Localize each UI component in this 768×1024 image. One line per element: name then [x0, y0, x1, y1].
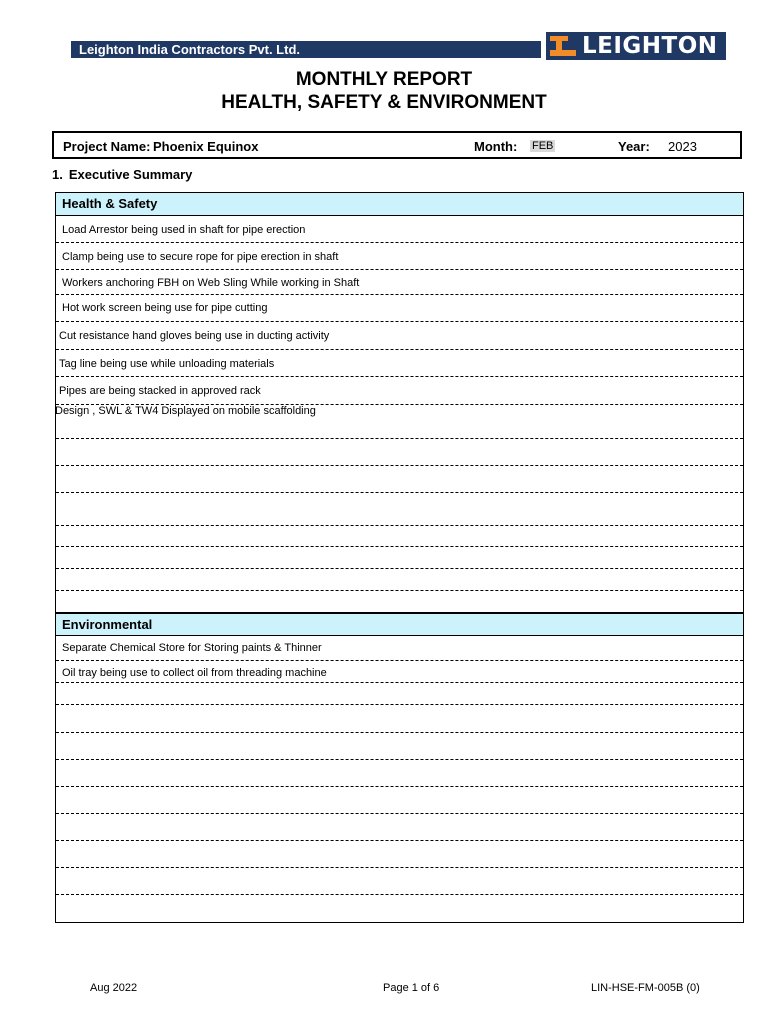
report-subtitle: HEALTH, SAFETY & ENVIRONMENT	[221, 92, 547, 113]
empty-row	[56, 705, 743, 733]
empty-row	[56, 466, 743, 493]
environmental-heading: Environmental	[56, 612, 743, 636]
list-item: Hot work screen being use for pipe cutting	[56, 295, 743, 322]
company-name-bar: Leighton India Contractors Pvt. Ltd.	[71, 41, 541, 58]
health-safety-heading: Health & Safety	[56, 193, 743, 216]
list-item: Oil tray being use to collect oil from threading machine	[56, 661, 743, 683]
empty-row	[56, 733, 743, 760]
footer-date: Aug 2022	[90, 982, 138, 994]
report-title: MONTHLY REPORT	[295, 69, 473, 90]
empty-row	[56, 841, 743, 868]
empty-row	[56, 683, 743, 705]
footer-document-code: LIN-HSE-FM-005B (0)	[591, 982, 700, 994]
leighton-logo	[546, 32, 726, 60]
year-label: Year:	[618, 139, 650, 154]
logo-text: LEIGHTON	[582, 33, 718, 59]
empty-row	[56, 439, 743, 466]
empty-row	[56, 787, 743, 814]
empty-row	[56, 569, 743, 591]
month-value: FEB	[532, 140, 554, 152]
empty-row	[56, 526, 743, 547]
project-info-box	[52, 131, 742, 159]
empty-row	[56, 591, 743, 612]
project-name-value: Phoenix Equinox	[153, 139, 259, 154]
list-item: Design , SWL & TW4 Displayed on mobile scaffolding	[56, 405, 743, 439]
section-number: 1.	[52, 167, 63, 182]
summary-grid	[55, 192, 744, 923]
month-label: Month:	[474, 139, 518, 154]
year-value: 2023	[668, 139, 697, 154]
empty-row	[56, 868, 743, 895]
section-heading	[52, 167, 192, 182]
section-title: Executive Summary	[68, 167, 193, 182]
list-item: Clamp being use to secure rope for pipe erection in shaft	[56, 243, 743, 270]
empty-row	[56, 760, 743, 787]
list-item: Tag line being use while unloading materials	[56, 350, 743, 377]
list-item: Cut resistance hand gloves being use in ducting activity	[56, 322, 743, 350]
list-item: Load Arrestor being used in shaft for pipe erection	[56, 216, 743, 243]
list-item: Pipes are being stacked in approved rack	[56, 377, 743, 405]
empty-row	[56, 493, 743, 526]
empty-row	[56, 547, 743, 569]
leighton-logo-mark-icon	[546, 32, 580, 60]
footer-page-number: Page 1 of 6	[383, 982, 440, 994]
list-item: Separate Chemical Store for Storing paints & Thinner	[56, 636, 743, 661]
empty-row	[56, 814, 743, 841]
list-item: Workers anchoring FBH on Web Sling While working in Shaft	[56, 270, 743, 295]
project-name-label: Project Name:	[63, 139, 151, 154]
